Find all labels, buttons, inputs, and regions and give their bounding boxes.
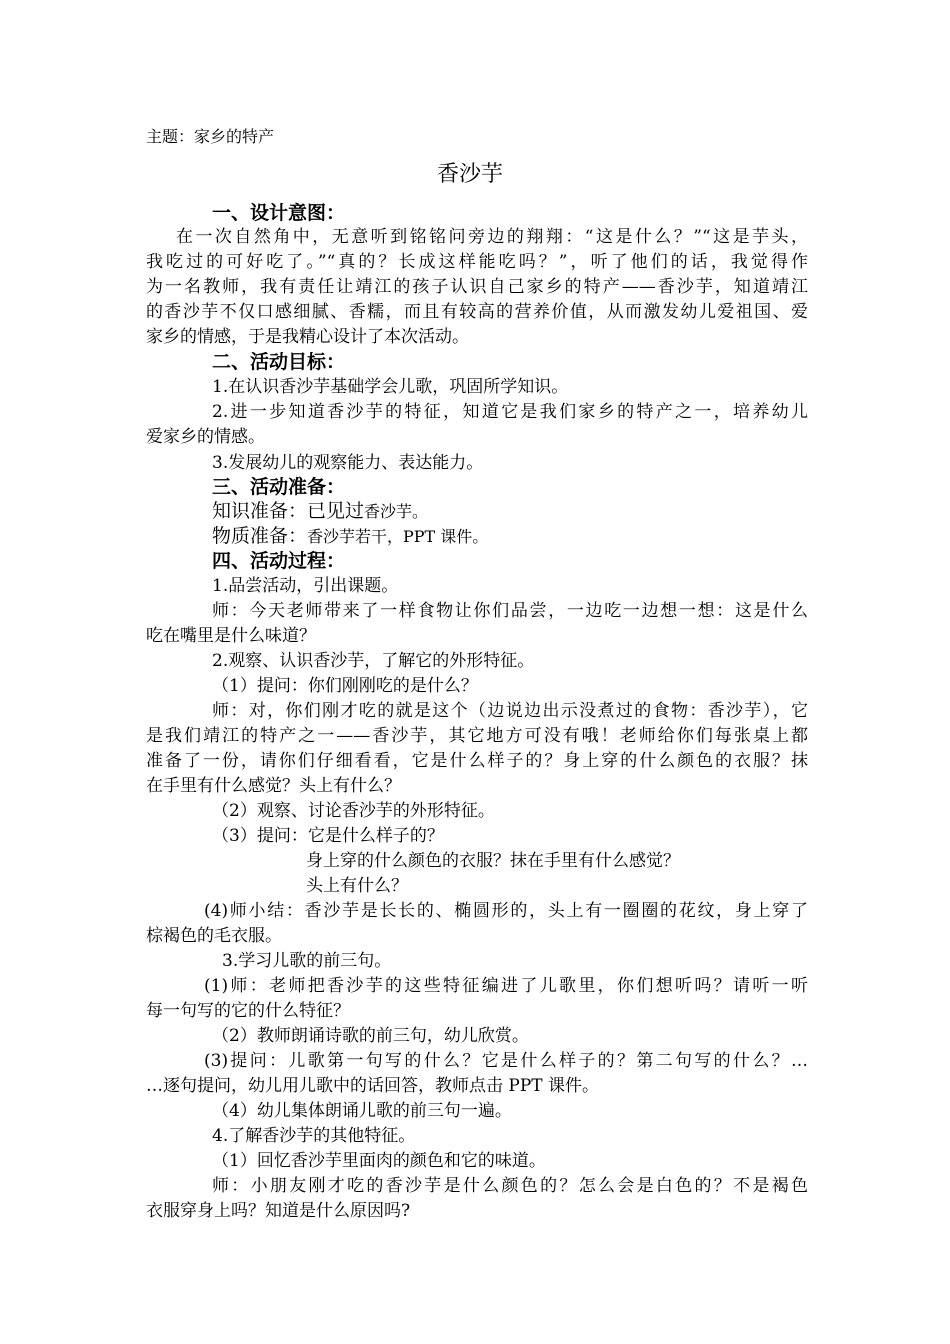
process-line: 4.了解香沙芋的其他特征。 xyxy=(212,1126,416,1146)
process-line: （4）幼儿集体朗诵儿歌的前三句一遍。 xyxy=(212,1101,512,1121)
goal-item: 1.在认识香沙芋基础学会儿歌，巩固所学知识。 xyxy=(212,377,569,397)
page-title: 香沙芋 xyxy=(437,162,504,187)
goal-item-continued: 爱家乡的情感。 xyxy=(146,427,265,447)
process-line: (4)师小结：香沙芋是长长的、椭圆形的，头上有一圈圈的花纹，身上穿了 xyxy=(204,901,808,921)
material-preparation xyxy=(212,523,488,550)
process-line: (1)师：老师把香沙芋的这些特征编进了儿歌里，你们想听吗？请听一听 xyxy=(204,976,808,996)
process-line: 吃在嘴里是什么味道？ xyxy=(146,626,316,646)
section-heading-design-intent: 一、设计意图： xyxy=(212,202,346,224)
process-line: 师：今天老师带来了一样食物让你们品尝，一边吃一边想一想：这是什么 xyxy=(212,601,808,621)
knowledge-label: 知识准备： xyxy=(212,500,308,522)
goal-item: 2.进一步知道香沙芋的特征，知道它是我们家乡的特产之一，培养幼儿 xyxy=(212,402,808,422)
process-line: 是我们靖江的特产之一——香沙芋，其它地方可没有哦！老师给你们每张桌上都 xyxy=(146,726,808,746)
theme-line: 主题：家乡的特产 xyxy=(146,127,275,146)
process-line: …逐句提问，幼儿用儿歌中的话回答，教师点击 PPT 课件。 xyxy=(146,1076,600,1096)
process-line: （1）提问：你们刚刚吃的是什么？ xyxy=(212,676,478,696)
process-line: 身上穿的什么颜色的衣服？抹在手里有什么感觉？ xyxy=(306,851,680,871)
process-line: 棕褐色的毛衣服。 xyxy=(146,926,282,946)
paragraph-line: 的香沙芋不仅口感细腻、香糯，而且有较高的营养价值，从而激发幼儿爱祖国、爱 xyxy=(146,302,808,322)
process-line: 每一句写的它的什么特征？ xyxy=(146,1001,350,1021)
process-line: （3）提问：它是什么样子的？ xyxy=(212,826,444,846)
process-line: （1）回忆香沙芋里面肉的颜色和它的味道。 xyxy=(212,1151,546,1171)
paragraph-line: 家乡的情感，于是我精心设计了本次活动。 xyxy=(146,327,469,347)
process-line: （2）观察、讨论香沙芋的外形特征。 xyxy=(212,801,495,821)
process-line: 头上有什么？ xyxy=(306,876,408,896)
process-line: 准备了一份，请你们仔细看看，它是什么样子的？身上穿的什么颜色的衣服？抹 xyxy=(146,751,808,771)
process-line: 衣服穿身上吗？知道是什么原因吗? xyxy=(146,1201,411,1221)
goal-item: 3.发展幼儿的观察能力、表达能力。 xyxy=(212,453,484,473)
paragraph-line: 在一次自然角中，无意听到铭铭问旁边的翔翔：“这是什么？”“这是芋头， xyxy=(176,227,808,247)
material-value: 香沙芋若干，PPT 课件。 xyxy=(307,527,489,546)
material-label: 物质准备： xyxy=(212,525,308,547)
process-line: 师：小朋友刚才吃的香沙芋是什么颜色的？怎么会是白色的？不是褐色 xyxy=(212,1176,808,1196)
process-line: 师：对，你们刚才吃的就是这个（边说边出示没煮过的食物：香沙芋），它 xyxy=(212,701,808,721)
process-line: （2）教师朗诵诗歌的前三句，幼儿欣赏。 xyxy=(212,1026,529,1046)
paragraph-line: 为一名教师，我有责任让靖江的孩子认识自己家乡的特产——香沙芋，知道靖江 xyxy=(146,277,808,297)
section-heading-process: 四、活动过程： xyxy=(212,550,346,572)
process-line: 2.观察、认识香沙芋，了解它的外形特征。 xyxy=(212,651,535,671)
process-line: 1.品尝活动，引出课题。 xyxy=(212,576,399,596)
section-heading-goals: 二、活动目标： xyxy=(212,351,346,373)
process-line: 在手里有什么感觉？头上有什么？ xyxy=(146,776,401,796)
knowledge-value-tail: 香沙芋。 xyxy=(364,502,429,521)
section-heading-preparation: 三、活动准备： xyxy=(212,476,346,498)
paragraph-line: 我吃过的可好吃了。”“真的？长成这样能吃吗？”，听了他们的话，我觉得作 xyxy=(146,252,808,272)
process-line: (3)提问：儿歌第一句写的什么？它是什么样子的？第二句写的什么？… xyxy=(204,1051,808,1071)
knowledge-value: 已见过 xyxy=(307,500,365,522)
knowledge-preparation xyxy=(212,498,428,525)
process-line: 3.学习儿歌的前三句。 xyxy=(222,951,392,971)
